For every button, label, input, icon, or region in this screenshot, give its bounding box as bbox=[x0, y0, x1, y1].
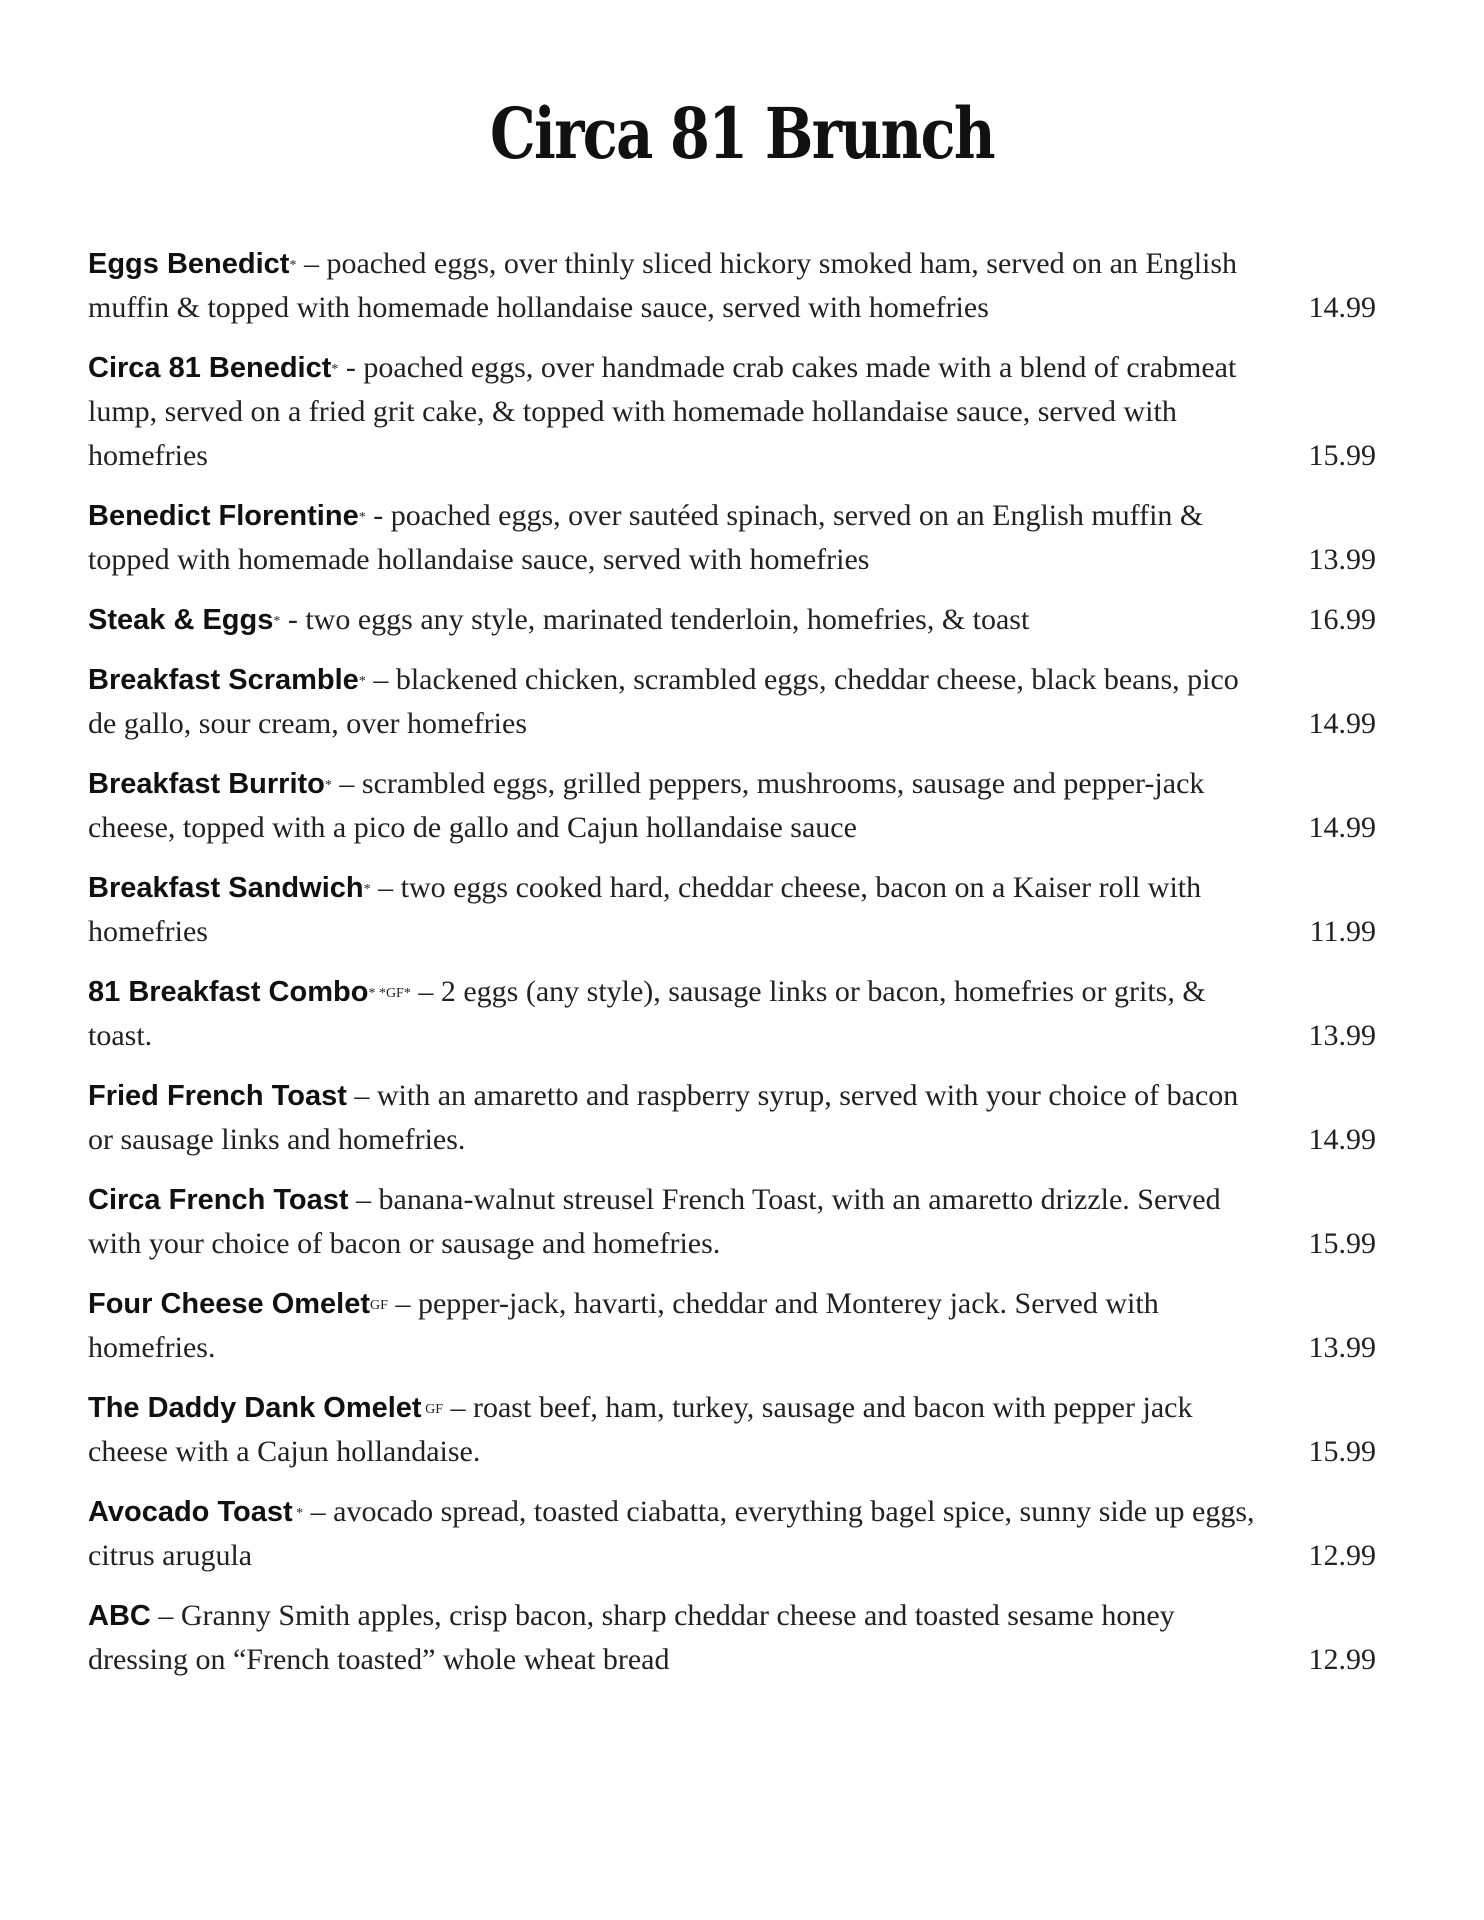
item-name: Steak & Eggs bbox=[88, 604, 274, 636]
menu-item bbox=[88, 1178, 1386, 1266]
item-name: Benedict Florentine bbox=[88, 500, 359, 532]
menu-item bbox=[88, 866, 1386, 954]
item-price: 15.99 bbox=[1308, 439, 1376, 472]
item-price: 14.99 bbox=[1308, 811, 1376, 844]
item-price: 12.99 bbox=[1308, 1539, 1376, 1572]
menu-item bbox=[88, 598, 1386, 642]
item-price: 15.99 bbox=[1308, 1435, 1376, 1468]
item-price: 13.99 bbox=[1308, 1019, 1376, 1052]
item-name: Breakfast Burrito bbox=[88, 768, 325, 800]
menu-item bbox=[88, 658, 1386, 746]
item-description: – 2 eggs (any style), sausage links or bacon, homefries or grits, & toast. bbox=[88, 975, 1206, 1052]
item-mark: * bbox=[331, 362, 339, 377]
item-description: - two eggs any style, marinated tenderloin, homefries, & toast bbox=[280, 603, 1030, 636]
item-description: – scrambled eggs, grilled peppers, mushrooms, sausage and pepper-jack cheese, topped with a pico de gallo and Cajun hollandaise sauce bbox=[88, 767, 1205, 844]
item-name: Fried French Toast bbox=[88, 1080, 347, 1112]
menu-item bbox=[88, 1490, 1386, 1578]
item-price: 13.99 bbox=[1308, 543, 1376, 576]
item-price: 14.99 bbox=[1308, 707, 1376, 740]
item-name: Breakfast Sandwich bbox=[88, 872, 364, 904]
menu-list bbox=[88, 242, 1386, 1682]
item-name: Four Cheese Omelet bbox=[88, 1288, 371, 1320]
menu-item bbox=[88, 346, 1386, 478]
item-description: – with an amaretto and raspberry syrup, served with your choice of bacon or sausage links and homefries. bbox=[88, 1079, 1239, 1156]
item-mark: * *GF* bbox=[368, 986, 411, 1001]
menu-item bbox=[88, 242, 1386, 330]
item-description: – banana-walnut streusel French Toast, with an amaretto drizzle. Served with your choice of bacon or sausage and homefries. bbox=[88, 1183, 1221, 1260]
item-name: Eggs Benedict bbox=[88, 248, 290, 280]
item-description: – blackened chicken, scrambled eggs, cheddar cheese, black beans, pico de gallo, sour cream, over homefries bbox=[88, 663, 1239, 740]
item-mark: * bbox=[324, 778, 332, 793]
menu-title: Circa 81 Brunch bbox=[489, 92, 995, 175]
item-name: Circa 81 Benedict bbox=[88, 352, 332, 384]
item-price: 11.99 bbox=[1309, 915, 1376, 948]
item-mark: * bbox=[292, 1506, 304, 1521]
item-name: The Daddy Dank Omelet bbox=[88, 1392, 422, 1424]
item-description: – avocado spread, toasted ciabatta, everything bagel spice, sunny side up eggs, citrus arugula bbox=[88, 1495, 1255, 1572]
item-name: ABC bbox=[88, 1600, 151, 1632]
item-description: – Granny Smith apples, crisp bacon, sharp cheddar cheese and toasted sesame honey dressing on “French toasted” whole wheat bread bbox=[88, 1599, 1175, 1676]
item-description: – poached eggs, over thinly sliced hickory smoked ham, served on an English muffin & topped with homemade hollandaise sauce, served with homefries bbox=[88, 247, 1238, 324]
menu-item bbox=[88, 1282, 1386, 1370]
menu-item bbox=[88, 970, 1386, 1058]
item-mark: * bbox=[273, 614, 281, 629]
item-description: – two eggs cooked hard, cheddar cheese, bacon on a Kaiser roll with homefries bbox=[88, 871, 1202, 948]
item-mark: GF bbox=[421, 1402, 443, 1417]
item-description: - poached eggs, over sautéed spinach, served on an English muffin & topped with homemade hollandaise sauce, served with homefries bbox=[88, 499, 1204, 576]
menu-item bbox=[88, 494, 1386, 582]
item-mark: * bbox=[358, 674, 366, 689]
item-name: Avocado Toast bbox=[88, 1496, 293, 1528]
item-description: – pepper-jack, havarti, cheddar and Monterey jack. Served with homefries. bbox=[88, 1287, 1159, 1364]
item-description: – roast beef, ham, turkey, sausage and bacon with pepper jack cheese with a Cajun hollandaise. bbox=[88, 1391, 1193, 1468]
item-price: 15.99 bbox=[1308, 1227, 1376, 1260]
item-price: 13.99 bbox=[1308, 1331, 1376, 1364]
item-price: 16.99 bbox=[1308, 603, 1376, 636]
menu-item bbox=[88, 1594, 1386, 1682]
menu-item bbox=[88, 1386, 1386, 1474]
item-mark: GF bbox=[370, 1298, 388, 1313]
item-price: 14.99 bbox=[1308, 291, 1376, 324]
item-mark: * bbox=[358, 510, 366, 525]
item-mark: * bbox=[363, 882, 371, 897]
item-price: 12.99 bbox=[1308, 1643, 1376, 1676]
item-name: 81 Breakfast Combo bbox=[88, 976, 369, 1008]
menu-item bbox=[88, 762, 1386, 850]
item-mark: * bbox=[289, 258, 297, 273]
item-name: Breakfast Scramble bbox=[88, 664, 359, 696]
item-name: Circa French Toast bbox=[88, 1184, 349, 1216]
item-description: - poached eggs, over handmade crab cakes made with a blend of crabmeat lump, served on a fried grit cake, & topped with homemade hollandaise sauce, served with homefries bbox=[88, 351, 1237, 472]
item-price: 14.99 bbox=[1308, 1123, 1376, 1156]
menu-item bbox=[88, 1074, 1386, 1162]
